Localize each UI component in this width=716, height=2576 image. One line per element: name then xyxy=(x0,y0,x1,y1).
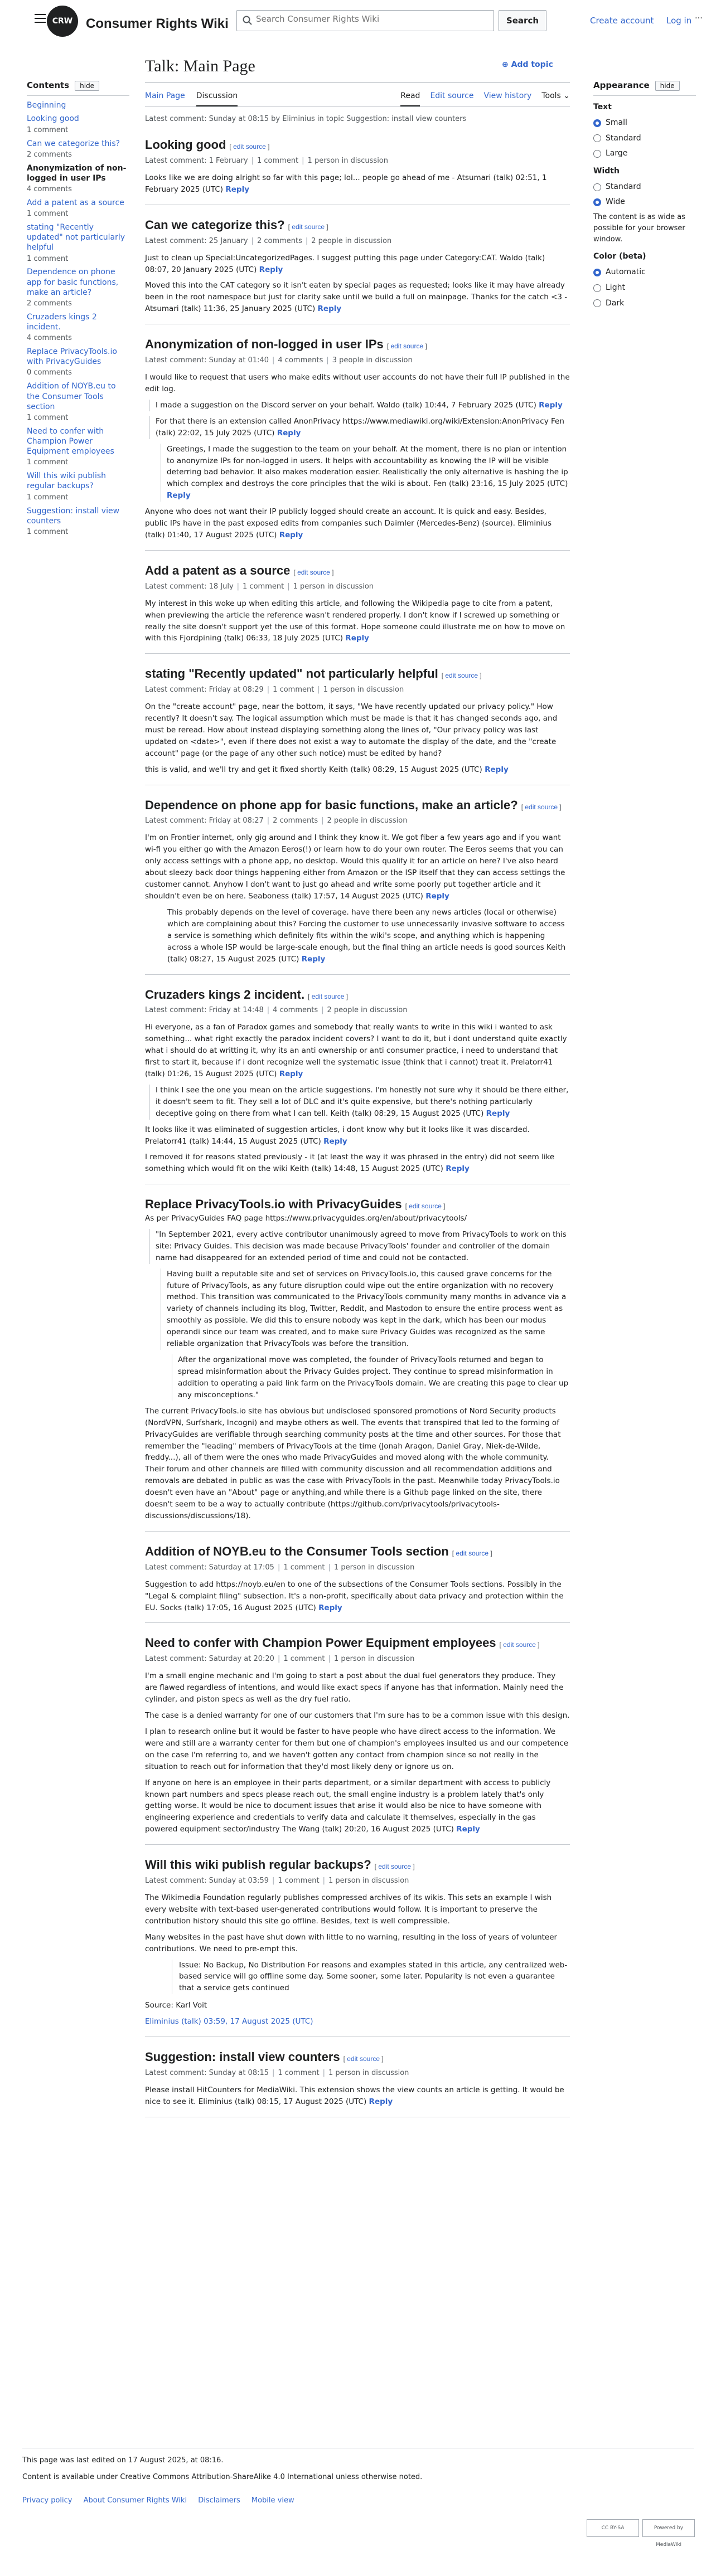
table-of-contents xyxy=(27,79,129,541)
toc-item-count: 1 comment xyxy=(27,413,69,422)
toc-item-title[interactable]: Anonymization of non-logged in user IPs xyxy=(27,163,127,183)
text-size-large[interactable]: Large xyxy=(593,148,696,160)
comment: If anyone on here is an employee in their parts department, or a similar department with access to publicly known part numbers and specs please reach out, the small engine industry is a problem lately that's only getting worse. It would be nice to document issues that arise it would also be nice to have someone with engineering experience and credentials to verify data and calculate it themselves, especially in the gas powered equipment sector/industry The Wang (talk) 20:20, 16 August 2025 (UTC) Reply xyxy=(145,1778,551,1834)
comment: On the "create account" page, near the bottom, it says, "We have recently updated our privacy policy." How recently? It doesn't say. The logical assumption which must be made is that it has changed seconds ago, and must be reread. How about instead displaying something along the lines of, "Our privacy policy was last updated on <date>", even if there does not exist a way to automate the display of the date, and the "create account" page (or the page of any other such notice) must be edited by hand? xyxy=(145,702,558,758)
toc-item-title[interactable]: stating "Recently updated" not particularly helpful xyxy=(27,222,125,252)
edit-source-link[interactable]: edit source xyxy=(445,672,478,680)
main-content xyxy=(145,46,570,2117)
edit-source-link[interactable]: edit source xyxy=(233,143,266,151)
search-icon xyxy=(243,16,253,26)
footer-mobile-link[interactable]: Mobile view xyxy=(251,2496,294,2505)
comment: For that there is an extension called AnonPrivacy https://www.mediawiki.org/wiki/Extension:AnonPrivacy Fen (talk) 22:02, 15 July 2025 (UTC) Reply xyxy=(149,416,570,439)
discussion-section xyxy=(145,217,570,324)
reply-link[interactable]: Reply xyxy=(279,531,303,540)
section-meta: Latest comment: 18 July | 1 comment | 1 person in discussion xyxy=(145,582,374,591)
edit-source-link[interactable]: edit source xyxy=(378,1863,412,1871)
edit-source-link[interactable]: edit source xyxy=(347,2055,380,2063)
comment: Anyone who does not want their IP publicly logged should create an account. It is quick and easy. Besides, public IPs have in the past exposed edits from companies such Daimler (Mercedes-Benz) (source). Eliminius (talk) 01:40, 17 August 2025 (UTC) Reply xyxy=(145,507,552,540)
section-meta: Latest comment: 1 February | 1 comment | 1 person in discussion xyxy=(145,156,389,165)
cc-license-badge[interactable]: CC BY-SA xyxy=(587,2519,639,2537)
section-heading: Replace PrivacyTools.io with PrivacyGuides [ edit source ] xyxy=(145,1197,446,1212)
color-automatic[interactable]: Automatic xyxy=(593,266,696,279)
footer-about-link[interactable]: About Consumer Rights Wiki xyxy=(83,2496,187,2505)
toc-item-count: 1 comment xyxy=(27,254,69,263)
create-account-link[interactable]: Create account xyxy=(590,16,654,26)
toc-item-count: 4 comments xyxy=(27,184,72,193)
tab-edit-source[interactable]: Edit source xyxy=(430,91,474,100)
comment: My interest in this woke up when editing this article, and following the Wikipedia page to cite from a patent, when previewing the article the reference wasn't rendered properly. I don't know if I screwed up something or really the site doesn't support yet the use of this format. Hope someone could illustrate me on how to move on with this Fjordpining (talk) 06:33, 18 July 2025 (UTC) Reply xyxy=(145,599,565,643)
discussion-section xyxy=(145,1635,570,1845)
reply-link[interactable]: Reply xyxy=(485,765,509,774)
discussion-section xyxy=(145,1544,570,1624)
search-input[interactable] xyxy=(256,14,485,24)
toc-item-count: 2 comments xyxy=(27,299,72,308)
discussion-section xyxy=(145,1197,570,1532)
edit-source-link[interactable]: edit source xyxy=(311,992,345,1000)
toc-item-title[interactable]: Can we categorize this? xyxy=(27,139,120,148)
tab-main-page[interactable]: Main Page xyxy=(145,91,185,100)
toc-header: Contents hide xyxy=(27,79,129,96)
discussion-section xyxy=(145,563,570,654)
section-meta: Latest comment: Sunday at 08:15 | 1 comment | 1 person in discussion xyxy=(145,2068,409,2077)
toc-item[interactable] xyxy=(27,100,129,110)
comment: I would like to request that users who make edits without user accounts do not have their full IP published in the edit log. xyxy=(145,372,570,393)
login-link[interactable]: Log in xyxy=(666,16,692,26)
footer-privacy-link[interactable]: Privacy policy xyxy=(22,2496,72,2505)
section-meta: Latest comment: Friday at 08:29 | 1 comment | 1 person in discussion xyxy=(145,685,404,694)
toc-item[interactable] xyxy=(27,267,129,308)
quote-source: Source: Karl Voit xyxy=(145,2001,207,2010)
reply-link[interactable]: Reply xyxy=(369,2097,393,2106)
add-topic-button[interactable]: ⊕ Add topic xyxy=(502,60,553,69)
page-title: Talk: Main Page xyxy=(145,54,570,82)
search-box[interactable] xyxy=(236,10,494,31)
toc-item-count: 1 comment xyxy=(27,125,69,134)
comment: Just to clean up Special:UncategorizedPages. I suggest putting this page under Category:CAT. Waldo (talk) 08:07, 20 January 2025 (UTC) Reply xyxy=(145,253,545,274)
site-title[interactable]: Consumer Rights Wiki xyxy=(86,16,229,31)
width-label: Width xyxy=(593,167,620,176)
comment: I plan to research online but it would be faster to have people who have direct access to the information. We were and still are a warranty center for them but one of champion's employees insulted us and our competence on the case I'm referring to, and we haven't gotten any contact from champion since so not really in the situation to reach out for information that they'd most likely deny or ignore us on. xyxy=(145,1727,569,1771)
comment: This probably depends on the level of coverage. have there been any news articles (local or otherwise) which are complaining about this? Forcing the customer to use unnecessarily invasive software to access a service is something which definitely fits within the wiki's scope, and anything which is happening across a whole ISP would be large-scale enough, but the final thing an article needs is good sources Keith (talk) 08:27, 15 August 2025 (UTC) Reply xyxy=(167,907,566,964)
toc-item-title[interactable]: Suggestion: install view counters xyxy=(27,506,120,526)
latest-comment-bar: Latest comment: Sunday at 08:15 by Eliminius in topic Suggestion: install view counters xyxy=(145,115,467,124)
toc-item-title[interactable]: Add a patent as a source xyxy=(27,198,124,207)
comment: I think I see the one you mean on the article suggestions. I'm honestly not sure why it should be there either, it doesn't seem to fit. They sell a lot of DLC and it's quite expensive, but there's nothing particularly deceptive going on there from what I can tell. Keith (talk) 08:29, 15 August 2025 (UTC) Reply xyxy=(149,1085,570,1120)
comment: I'm a small engine mechanic and I'm going to start a post about the dual fuel generators they produce. They are flawed regardless of intentions, and would like exact specs if anyone has that information. Mainly need the cylinder, and piston specs as well as the dry fuel ratio. xyxy=(145,1671,564,1704)
page-tabs xyxy=(145,88,570,108)
color-light[interactable]: Light xyxy=(593,282,696,294)
section-meta: Latest comment: Sunday at 03:59 | 1 comment | 1 person in discussion xyxy=(145,1876,409,1885)
toc-item[interactable] xyxy=(27,471,129,502)
toc-item-title[interactable]: Addition of NOYB.eu to the Consumer Tools section xyxy=(27,382,116,411)
color-dark[interactable]: Dark xyxy=(593,298,696,310)
comment: Greetings, I made the suggestion to the team on your behalf. At the moment, there is no plan or intention to anonymize IPs for non-logged in users. It helps with accountability as knowing the IP will be visible deterring bad behavior. It also makes moderation easier. Realistically the only alternative is hashing the ip which complex and destroys the core principles that the wiki is about. Fen (talk) 23:16, 15 July 2025 (UTC) Reply xyxy=(161,444,570,502)
width-wide[interactable]: Wide xyxy=(593,196,696,208)
section-heading: Add a patent as a source [ edit source ] xyxy=(145,563,334,577)
discussion-section xyxy=(145,1857,570,2037)
appearance-header: Appearance hide xyxy=(593,79,696,96)
section-heading: Addition of NOYB.eu to the Consumer Tools section [ edit source ] xyxy=(145,1544,492,1558)
discussion-section xyxy=(145,987,570,1185)
toc-item-count: 2 comments xyxy=(27,150,72,159)
edit-source-link[interactable]: edit source xyxy=(297,568,330,576)
section-meta: Latest comment: Friday at 14:48 | 4 comments | 2 people in discussion xyxy=(145,1006,408,1015)
search-button[interactable]: Search xyxy=(499,10,546,31)
toc-item[interactable] xyxy=(27,506,129,537)
reply-link[interactable]: Reply xyxy=(425,892,449,901)
comment: As per PrivacyGuides FAQ page https://www.privacyguides.org/en/about/privacytools/ xyxy=(145,1213,467,1223)
tab-read[interactable]: Read xyxy=(400,88,420,107)
reply-link[interactable]: Reply xyxy=(301,954,326,964)
toc-item[interactable] xyxy=(27,347,129,378)
reply-link[interactable]: Reply xyxy=(277,428,301,438)
text-size-label: Text xyxy=(593,103,612,112)
section-heading: stating "Recently updated" not particularly helpful [ edit source ] xyxy=(145,667,482,681)
comment: Many websites in the past have shut down with little to no warning, resulting in the loss of years of volunteer contributions. We need to pre-empt this. xyxy=(145,1932,558,1953)
reply-link[interactable]: Reply xyxy=(167,491,191,500)
toc-item[interactable] xyxy=(27,381,129,422)
width-note: The content is as wide as possible for your browser window. xyxy=(593,213,685,244)
section-meta: Latest comment: 25 January | 2 comments | 2 people in discussion xyxy=(145,236,392,245)
toc-item-title[interactable]: Cruzaders kings 2 incident. xyxy=(27,312,97,332)
width-standard[interactable]: Standard xyxy=(593,181,696,193)
reply-link[interactable]: Reply xyxy=(345,634,369,643)
comment: The Wikimedia Foundation regularly publishes compressed archives of its wikis. This sets an example I wish every website with text-based user-generated contributions would follow. It is important to preserve the contribution history should this site go offline. Besides, text is well compressible. xyxy=(145,1893,552,1926)
reply-link[interactable]: Reply xyxy=(486,1109,510,1118)
comment: Hi everyone, as a fan of Paradox games and somebody that really wants to write in this wiki i wanted to ask something... what right exactly the paradox incident covers? I want to do it, but i dont understand quite exactly what i should do at writting it, why its an anti ownership or anti consumer practice, i need to understand that first to start it, because if i dont recognize well the systematic issue (think that i cannot) treat it. Prelatorr41 (talk) 01:26, 15 August 2025 (UTC) Reply xyxy=(145,1023,567,1078)
toc-item[interactable] xyxy=(27,312,129,343)
toc-hide-button[interactable]: hide xyxy=(75,81,99,91)
reply-link[interactable]: Reply xyxy=(456,1825,480,1834)
toc-item-count: 0 comments xyxy=(27,368,72,377)
footer-disclaimers-link[interactable]: Disclaimers xyxy=(198,2496,240,2505)
comment: this is valid, and we'll try and get it fixed shortly Keith (talk) 08:29, 15 August 2025 (UTC) Reply xyxy=(145,765,509,774)
toc-item-title[interactable]: Dependence on phone app for basic functions, make an article? xyxy=(27,268,119,297)
toc-item[interactable] xyxy=(27,139,129,160)
section-meta: Latest comment: Saturday at 20:20 | 1 comment | 1 person in discussion xyxy=(145,1655,415,1664)
toc-item-title[interactable]: Replace PrivacyTools.io with PrivacyGuides xyxy=(27,347,117,367)
page-footer xyxy=(22,2448,694,2506)
section-heading: Looking good [ edit source ] xyxy=(145,138,270,152)
discussion-section xyxy=(145,137,570,205)
comment: Please install HitCounters for MediaWiki. This extension shows the view counts an article is getting. It would be nice to see it. Eliminius (talk) 08:15, 17 August 2025 (UTC) Reply xyxy=(145,2085,564,2106)
signature[interactable]: Eliminius (talk) 03:59, 17 August 2025 (UTC) xyxy=(145,2017,313,2026)
reply-link[interactable]: Reply xyxy=(318,1603,342,1612)
reply-link[interactable]: Reply xyxy=(539,400,563,410)
reply-link[interactable]: Reply xyxy=(446,1164,470,1174)
tab-discussion[interactable]: Discussion xyxy=(196,88,238,107)
section-heading: Need to confer with Champion Power Equipment employees [ edit source ] xyxy=(145,1636,540,1650)
discussion-section xyxy=(145,798,570,975)
toc-item[interactable] xyxy=(27,426,129,468)
comment: The current PrivacyTools.io site has obvious but undisclosed sponsored promotions of Nord Security products (NordVPN, Surfshark, Incogni) and maybe others as well. The events that transpired that led to the forming of PrivacyGuides are verifiable through searching community posts at the time and other sources. For those that remember the "leading" members of PrivacyTools at the time (Jonah Aragon, Daniel Gray, Niek-de-Wilde, freddy...), all of them were the ones who made PrivacyGuides and moved along with the whole community. Their forum and other channels are filled with community discussion and all recommendation additions and removals are debated in public as was the case with PrivacyTools in the past. Meanwhile today PrivacyTools.io doesn't even have an "About" page or anything,and while there is a Github page linked on the site, there doesn't seem to be a way to actually contribute (https://github.com/privacytools/privacytools-discussions/discussions/18). xyxy=(145,1406,561,1521)
toc-item-count: 1 comment xyxy=(27,527,69,536)
toc-item-count: 4 comments xyxy=(27,334,72,343)
comment: After the organizational move was completed, the founder of PrivacyTools returned and began to spread misinformation about the Privacy Guides project. They continue to spread misinformation in addition to operating a paid link farm on the PrivacyTools domain. We are creating this page to clear up any misconceptions." xyxy=(172,1354,570,1401)
section-heading: Anonymization of non-logged in user IPs [ edit source ] xyxy=(145,337,427,352)
toc-item[interactable] xyxy=(27,114,129,135)
reply-link[interactable]: Reply xyxy=(317,304,342,314)
toc-item-title[interactable]: Will this wiki publish regular backups? xyxy=(27,472,107,491)
toc-item-title[interactable]: Beginning xyxy=(27,101,66,110)
blockquote: Issue: No Backup, No Distribution For reasons and examples stated in this article, any centralized web-based service will go offline some day. Some sooner, some later. Popularity is not even a guarantee that a service gets continued xyxy=(172,1960,570,1995)
appearance-panel xyxy=(593,79,696,313)
text-size-standard[interactable]: Standard xyxy=(593,133,696,145)
toc-item-title[interactable]: Looking good xyxy=(27,114,79,124)
color-label: Color (beta) xyxy=(593,252,646,261)
toc-item-title[interactable]: Need to confer with Champion Power Equipment employees xyxy=(27,426,114,456)
more-options-icon[interactable]: ··· xyxy=(695,14,703,23)
discussion-section xyxy=(145,2049,570,2117)
edit-source-link[interactable]: edit source xyxy=(409,1202,442,1211)
appearance-hide-button[interactable]: hide xyxy=(655,81,680,91)
toc-item[interactable] xyxy=(27,198,129,219)
section-meta: Latest comment: Sunday at 01:40 | 4 comments | 3 people in discussion xyxy=(145,356,413,364)
reply-link[interactable]: Reply xyxy=(259,265,283,274)
mediawiki-badge[interactable]: Powered by MediaWiki xyxy=(642,2519,695,2537)
toc-item[interactable] xyxy=(27,222,129,264)
reply-link[interactable]: Reply xyxy=(225,184,250,194)
section-heading: Will this wiki publish regular backups? [ edit source ] xyxy=(145,1858,415,1872)
toc-item[interactable] xyxy=(27,163,129,195)
edit-source-link[interactable]: edit source xyxy=(525,803,558,811)
toc-item-count: 1 comment xyxy=(27,458,69,467)
section-meta: Latest comment: Friday at 08:27 | 2 comments | 2 people in discussion xyxy=(145,816,408,825)
discussion-section xyxy=(145,666,570,785)
edit-source-link[interactable]: edit source xyxy=(503,1641,536,1649)
comment: Having built a reputable site and set of services on PrivacyTools.io, this caused grave concerns for the future of PrivacyTools, as any future disruption could wipe out the entire organization with no recovery method. This transition was communicated to the PrivacyTools community many months in advance via a variety of channels including its blog, Twitter, Reddit, and Mastodon to ensure the entire process went as smoothly as possible. We did this to ensure nobody was kept in the dark, which has been our modus operandi since our team was created, and to make sure Privacy Guides was recognized as the same reliable organization that PrivacyTools was before the transition. xyxy=(161,1268,570,1350)
tools-menu[interactable]: Tools ⌄ xyxy=(541,91,570,100)
comment: The case is a denied warranty for one of our customers that I'm sure has to be a common issue with this design. xyxy=(145,1710,570,1720)
section-heading: Dependence on phone app for basic functions, make an article? [ edit source ] xyxy=(145,798,562,812)
section-meta: Latest comment: Saturday at 17:05 | 1 comment | 1 person in discussion xyxy=(145,1563,415,1572)
comment: I'm on Frontier internet, only gig around and I think they know it. We got fiber a few years ago and if you want wi-fi you either go with the Amazon Eeros(!) or learn how to do your own router. The Eeros seems that you can only access settings with a phone app, no desktop. Would this qualify it for an article on here? I've also heard about sleezy back door things happening either from Amazon or the ISP itself that they can access settings the customer cannot. Anyhow I don't want to just go ahead and write some poorly put together article and it shouldn't even be on here. Seaboness (talk) 17:57, 14 August 2025 (UTC) Reply xyxy=(145,833,565,901)
comment: It looks like it was eliminated of suggestion articles, i dont know why but it looks like it was discarded. Prelatorr41 (talk) 14:44, 15 August 2025 (UTC) Reply xyxy=(145,1125,530,1146)
edit-source-link[interactable]: edit source xyxy=(390,342,424,351)
section-heading: Can we categorize this? [ edit source ] xyxy=(145,217,328,232)
license-text: Content is available under Creative Commons Attribution-ShareAlike 4.0 International unless otherwise noted. xyxy=(22,2473,423,2482)
comment: Looks like we are doing alright so far with this page; lol... people go ahead of me - Atsumari (talk) 02:51, 1 February 2025 (UTC) Reply xyxy=(145,173,547,194)
reply-link[interactable]: Reply xyxy=(323,1136,347,1146)
comment: I made a suggestion on the Discord server on your behalf. Waldo (talk) 10:44, 7 February 2025 (UTC) Reply xyxy=(149,400,570,411)
comment: Moved this into the CAT category so it isn't eaten by special pages as requested; looks like it may have already been in the root namespace but just for clarity sake until we build a full on mainpage. Thanks for the catch <3 - Atsumari (talk) 11:36, 25 January 2025 (UTC) Reply xyxy=(145,281,568,314)
comment: I removed it for reasons stated previously - it (at least the way it was phrased in the entry) did not seem like something which would fit on the wiki Keith (talk) 14:48, 15 August 2025 (UTC) Reply xyxy=(145,1153,555,1174)
last-edited: This page was last edited on 17 August 2025, at 08:16. xyxy=(22,2456,224,2465)
comment: "In September 2021, every active contributor unanimously agreed to move from PrivacyTools to work on this site: Privacy Guides. This decision was made because PrivacyTools' founder and controller of the domain name had disappeared for an extended period of time and could not be contacted. xyxy=(149,1229,570,1264)
section-heading: Cruzaders kings 2 incident. [ edit source ] xyxy=(145,987,349,1002)
site-header xyxy=(0,0,716,43)
reply-link[interactable]: Reply xyxy=(279,1069,303,1078)
toc-item-count: 1 comment xyxy=(27,210,69,218)
edit-source-link[interactable]: edit source xyxy=(292,222,325,231)
section-heading: Suggestion: install view counters [ edit source ] xyxy=(145,2050,384,2064)
edit-source-link[interactable]: edit source xyxy=(456,1549,489,1557)
site-logo[interactable]: CRW xyxy=(47,6,78,37)
tab-view-history[interactable]: View history xyxy=(483,91,532,100)
discussion-section xyxy=(145,337,570,551)
comment: Suggestion to add https://noyb.eu/en to one of the subsections of the Consumer Tools sections. Possibly in the "Legal & complaint filing" subsection. It's a non-profit, specifically about data privacy and protection within the EU. Socks (talk) 17:05, 16 August 2025 (UTC) Reply xyxy=(145,1579,564,1612)
text-size-small[interactable]: Small xyxy=(593,117,696,129)
toc-item-count: 1 comment xyxy=(27,493,69,502)
